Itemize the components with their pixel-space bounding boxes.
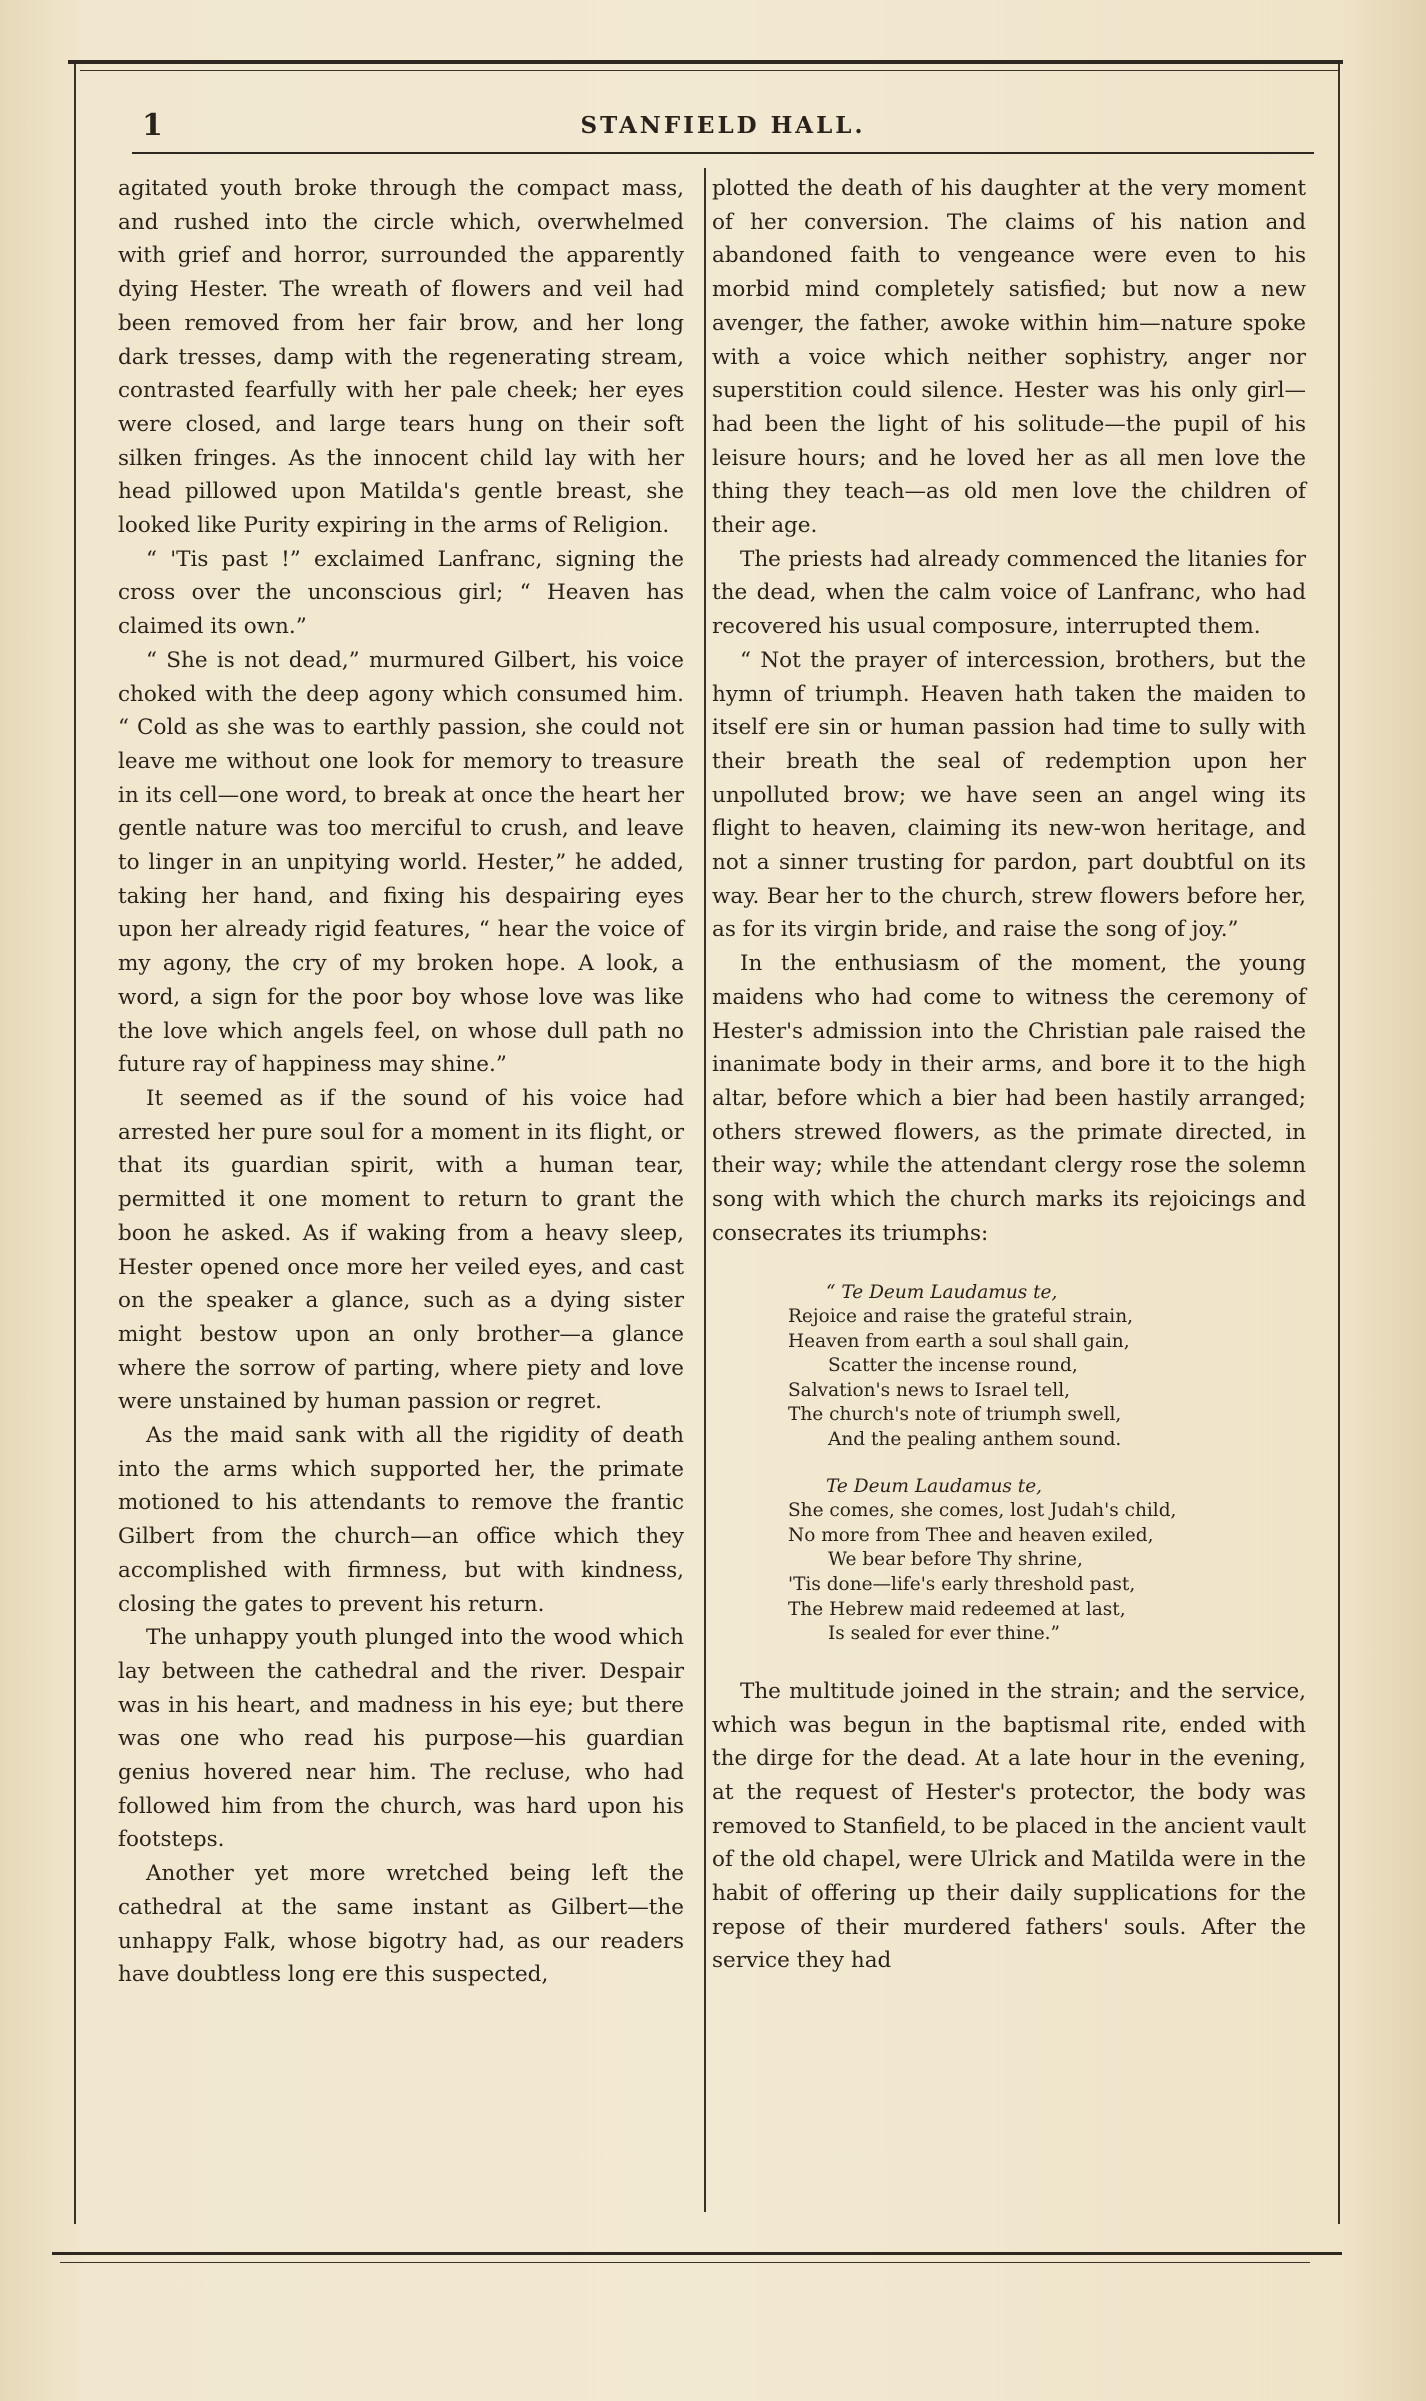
hymn-stanza-1	[712, 1281, 1306, 1453]
right-column	[712, 172, 1306, 1978]
verse-line: Rejoice and raise the grateful strain,	[788, 1306, 1133, 1328]
verse-line: Is sealed for ever thine.”	[828, 1623, 1060, 1645]
paragraph: Another yet more wretched being left the cathedral at the same instant as Gilbert—the unhappy Falk, whose bigotry had, as our readers have doubtless long ere this suspected,	[118, 1861, 684, 1988]
bottom-border-rule-thin	[60, 2262, 1310, 2263]
left-border-rule	[74, 64, 76, 2224]
verse-line: The Hebrew maid redeemed at last,	[788, 1598, 1126, 1620]
verse-line: And the pealing anthem sound.	[828, 1429, 1122, 1451]
header-rule	[132, 152, 1314, 154]
paragraph: “ She is not dead,” murmured Gilbert, his voice choked with the deep agony which consumed him. “ Cold as she was to earthly passion, she could not leave me without one look for memory to treasure in its cell—one word, to break at once the heart her gentle nature was too merciful to crush, and leave to linger in an unpitying world. Hester,” he added, taking her hand, and fixing his despairing eyes upon her already rigid features, “ hear the voice of my agony, the cry of my broken hope. A look, a word, a sign for the poor boy whose love was like the love which angels feel, on whose dull path no future ray of happiness may shine.”	[118, 647, 684, 1078]
paragraph: The unhappy youth plunged into the wood which lay between the cathedral and the river. Despair was in his heart, and madness in his eye; but there was one who read his purpose—his guardian genius hovered near him. The recluse, who had followed him from the church, was hard upon his footsteps.	[118, 1625, 684, 1853]
verse-line: Heaven from earth a soul shall gain,	[788, 1330, 1130, 1352]
verse-line: No more from Thee and heaven exiled,	[788, 1524, 1154, 1546]
paragraph: In the enthusiasm of the moment, the young maidens who had come to witness the ceremony of Hester's admission into the Christian pale raised the inanimate body in their arms, and bore it to the high altar, before which a bier had been hastily arranged; others strewed flowers, as the primate directed, in their way; while the attendant clergy rose the solemn song with which the church marks its rejoicings and consecrates its triumphs:	[712, 951, 1306, 1246]
paragraph: The multitude joined in the strain; and the service, which was begun in the baptismal rite, ended with the dirge for the dead. At a late hour in the evening, at the request of Hester's protector, the body was removed to Stanfield, to be placed in the ancient vault of the old chapel, were Ulrick and Matilda were in the habit of offering up their daily supplications for the repose of their murdered fathers' souls. After the service they had	[712, 1678, 1306, 1974]
paragraph: “ Not the prayer of intercession, brothers, but the hymn of triumph. Heaven hath taken the maiden to itself ere sin or human passion had time to sully with their breath the seal of redemption upon her unpolluted brow; we have seen an angel wing its flight to heaven, claiming its new-won heritage, and not a sinner trusting for pardon, part doubtful on its way. Bear her to the church, strew flowers before her, as for its virgin bride, and raise the song of joy.”	[712, 647, 1306, 943]
paragraph: agitated youth broke through the compact mass, and rushed into the circle which, overwhelmed with grief and horror, surrounded the apparently dying Hester. The wreath of flowers and veil had been removed from her fair brow, and her long dark tresses, damp with the regenerating stream, contrasted fearfully with her pale cheek; her eyes were closed, and large tears hung on their soft silken fringes. As the innocent child lay with her head pillowed upon Matilda's gentle breast, she looked like Purity expiring in the arms of Religion.	[118, 176, 684, 539]
left-column	[118, 172, 684, 1992]
verse-line: Te Deum Laudamus te,	[826, 1475, 1043, 1497]
verse-line: “ Te Deum Laudamus te,	[826, 1281, 1058, 1303]
right-border-rule	[1338, 64, 1340, 2224]
hymn-stanza-2	[712, 1475, 1306, 1647]
running-head: STANFIELD HALL.	[580, 112, 866, 139]
top-border-rule	[68, 60, 1343, 64]
verse-line: We bear before Thy shrine,	[828, 1549, 1083, 1571]
verse-line: Salvation's news to Israel tell,	[788, 1379, 1071, 1401]
paragraph: As the maid sank with all the rigidity of death into the arms which supported her, the primate motioned to his attendants to remove the frantic Gilbert from the church—an office which they accomplished with firmness, but with kindness, closing the gates to prevent his return.	[118, 1423, 684, 1617]
hymn-verse	[712, 1281, 1306, 1647]
top-border-rule-thin	[80, 70, 1340, 71]
page-number: 1	[142, 108, 163, 143]
verse-line: 'Tis done—life's early threshold past,	[788, 1574, 1136, 1596]
bottom-border-rule	[52, 2252, 1342, 2255]
verse-line: She comes, she comes, lost Judah's child,	[788, 1500, 1177, 1522]
paragraph: The priests had already commenced the litanies for the dead, when the calm voice of Lanfranc, who had recovered his usual composure, interrupted them.	[712, 546, 1306, 640]
paragraph: plotted the death of his daughter at the very moment of her conversion. The claims of his nation and abandoned faith to vengeance were even to his morbid mind completely satisfied; but now a new avenger, the father, awoke within him—nature spoke with a voice which neither sophistry, anger nor superstition could silence. Hester was his only girl—had been the light of his solitude—the pupil of his leisure hours; and he loved her as all men love the thing they teach—as old men love the children of their age.	[712, 176, 1306, 539]
page-header	[132, 108, 1314, 152]
paragraph: “ 'Tis past !” exclaimed Lanfranc, signing the cross over the unconscious girl; “ Heaven has claimed its own.”	[118, 546, 684, 640]
verse-line: Scatter the incense round,	[828, 1355, 1078, 1377]
column-divider	[704, 168, 706, 2212]
paragraph: It seemed as if the sound of his voice had arrested her pure soul for a moment in its flight, or that its guardian spirit, with a human tear, permitted it one moment to return to grant the boon he asked. As if waking from a heavy sleep, Hester opened once more her veiled eyes, and cast on the speaker a glance, such as a dying sister might bestow upon an only brother—a glance where the sorrow of parting, where piety and love were unstained by human passion or regret.	[118, 1085, 684, 1415]
verse-line: The church's note of triumph swell,	[788, 1404, 1122, 1426]
